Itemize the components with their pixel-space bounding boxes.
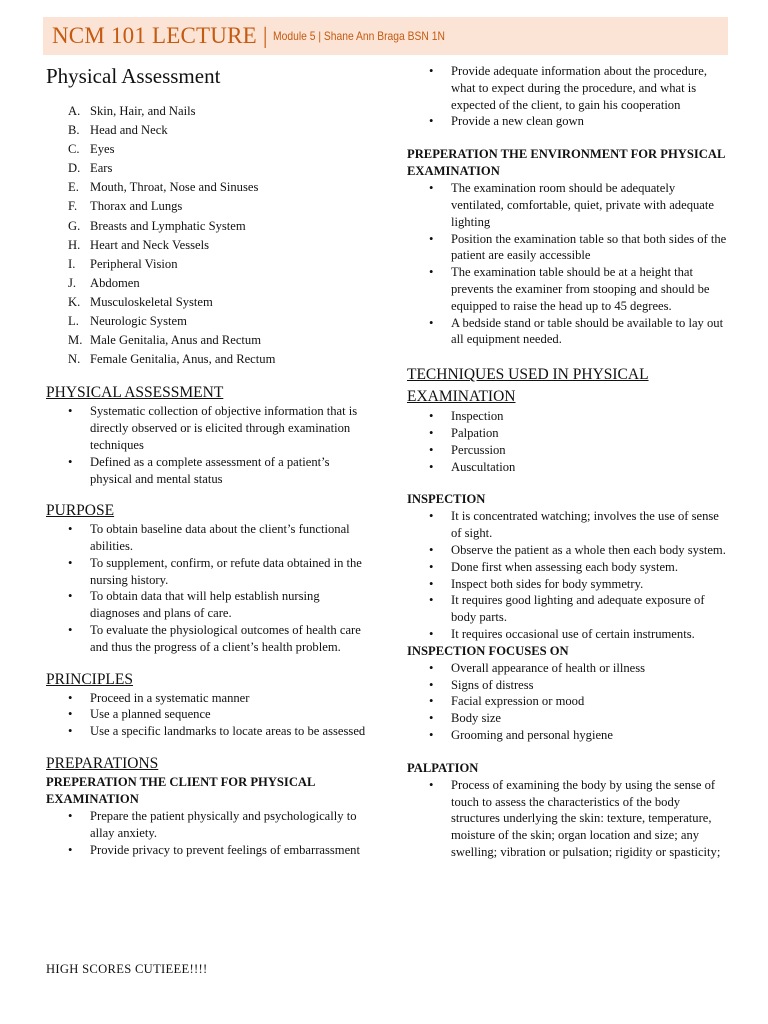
list-item: • Signs of distress <box>407 677 729 694</box>
prep-client-continued-list <box>407 63 729 130</box>
list-item: • It requires occasional use of certain instruments. <box>407 626 729 643</box>
list-item: • Inspect both sides for body symmetry. <box>407 576 729 593</box>
body-system-item <box>68 121 366 140</box>
inspection-list <box>407 508 729 642</box>
body-system-item <box>68 102 366 121</box>
list-item: • Percussion <box>407 442 729 459</box>
list-letter: C. <box>68 142 80 157</box>
list-item: • A bedside stand or table should be available to lay out all equipment needed. <box>407 315 729 349</box>
principles-heading: PRINCIPLES <box>46 670 133 688</box>
list-item: • The examination room should be adequately ventilated, comfortable, quiet, private with adequate lighting <box>407 180 729 230</box>
body-system-label: Peripheral Vision <box>90 256 178 271</box>
list-item: • Use a specific landmarks to locate areas to be assessed <box>46 723 366 740</box>
body-systems-list <box>46 102 366 369</box>
header-separator: | <box>262 23 268 48</box>
page-header <box>43 17 728 55</box>
body-system-label: Eyes <box>90 142 115 157</box>
body-system-item <box>68 217 366 236</box>
inspection-heading: INSPECTION <box>407 492 486 507</box>
body-system-label: Skin, Hair, and Nails <box>90 104 196 118</box>
list-item: • Systematic collection of objective information that is directly observed or is elicited through examination techniques <box>46 403 366 453</box>
body-system-label: Mouth, Throat, Nose and Sinuses <box>90 180 259 195</box>
list-letter: B. <box>68 123 80 138</box>
list-letter: L. <box>68 314 79 329</box>
prep-env-list <box>407 180 729 348</box>
body-system-label: Musculoskeletal System <box>90 294 213 309</box>
inspection-focuses-heading: INSPECTION FOCUSES ON <box>407 643 569 658</box>
list-item: • Provide privacy to prevent feelings of embarrassment <box>46 842 366 859</box>
list-item: • Provide adequate information about the procedure, what to expect during the procedure, and what is expected of the client, to gain his cooperation <box>407 63 729 113</box>
list-letter: N. <box>68 352 81 367</box>
list-item: • Process of examining the body by using the sense of touch to assess the characteristics of the body structures underlying the skin: texture, temperature, moisture of the skin; organ location and size; any swelling; vibration or pulsation; rigidity or spasticity; <box>407 777 729 861</box>
list-item: • To evaluate the physiological outcomes of health care and thus the progress of a client’s health problem. <box>46 622 366 656</box>
list-item: • To obtain data that will help establish nursing diagnoses and plans of care. <box>46 588 366 622</box>
palpation-heading: PALPATION <box>407 760 479 775</box>
list-letter: G. <box>68 218 81 233</box>
list-item: • The examination table should be at a height that prevents the examiner from stooping and should be equipped to raise the head up to 45 degrees. <box>407 264 729 314</box>
footer-note: HIGH SCORES CUTIEEE!!!! <box>46 962 208 976</box>
body-system-label: Heart and Neck Vessels <box>90 237 210 252</box>
list-item: • Body size <box>407 710 729 727</box>
list-letter: F. <box>68 199 78 214</box>
physical-assessment-heading: PHYSICAL ASSESSMENT <box>46 384 224 402</box>
list-item: • To supplement, confirm, or refute data obtained in the nursing history. <box>46 555 366 589</box>
right-column <box>407 63 729 861</box>
body-system-label: Male Genitalia, Anus and Rectum <box>90 333 262 348</box>
inspection-focuses-list <box>407 660 729 744</box>
palpation-list <box>407 777 729 861</box>
body-system-item <box>68 350 366 369</box>
prep-env-heading: PREPERATION THE ENVIRONMENT FOR PHYSICAL EXAMINATION <box>407 147 725 179</box>
body-system-item <box>68 178 366 197</box>
body-system-label: Abdomen <box>90 275 140 290</box>
body-system-item <box>68 274 366 293</box>
list-item: • Done first when assessing each body system. <box>407 559 729 576</box>
body-system-label: Thorax and Lungs <box>90 199 183 214</box>
techniques-heading: TECHNIQUES USED IN PHYSICAL EXAMINATION <box>407 366 649 406</box>
list-letter: H. <box>68 237 81 252</box>
left-column <box>46 62 366 858</box>
preparations-heading: PREPARATIONS <box>46 755 159 773</box>
body-system-item <box>68 312 366 331</box>
list-item: • Auscultation <box>407 459 729 476</box>
list-letter: A. <box>68 104 81 118</box>
document-title: Physical Assessment <box>46 64 221 88</box>
body-system-item <box>68 236 366 255</box>
body-system-item <box>68 140 366 159</box>
body-system-label: Ears <box>90 161 113 176</box>
techniques-list <box>407 408 729 475</box>
body-system-item <box>68 197 366 216</box>
list-item: • Proceed in a systematic manner <box>46 690 366 707</box>
prep-client-heading: PREPERATION THE CLIENT FOR PHYSICAL EXAMINATION <box>46 775 315 807</box>
list-item: • Provide a new clean gown <box>407 113 729 130</box>
list-letter: K. <box>68 294 81 309</box>
purpose-heading: PURPOSE <box>46 502 115 520</box>
list-letter: M. <box>68 333 83 348</box>
list-letter: J. <box>68 275 77 290</box>
course-title: NCM 101 LECTURE <box>52 23 257 48</box>
principles-list <box>46 690 366 740</box>
body-system-item <box>68 255 366 274</box>
list-item: • Palpation <box>407 425 729 442</box>
body-system-item <box>68 331 366 350</box>
list-item: • Facial expression or mood <box>407 693 729 710</box>
list-item: • To obtain baseline data about the client’s functional abilities. <box>46 521 366 555</box>
list-item: • Position the examination table so that both sides of the patient are easily accessible <box>407 231 729 265</box>
prep-client-list <box>46 808 366 858</box>
body-system-item <box>68 159 366 178</box>
header-subtitle: Module 5 | Shane Ann Braga BSN 1N <box>272 29 445 43</box>
list-item: • Inspection <box>407 408 729 425</box>
body-system-item <box>68 293 366 312</box>
body-system-label: Neurologic System <box>90 314 187 329</box>
body-system-label: Female Genitalia, Anus, and Rectum <box>90 352 276 367</box>
list-item: • It is concentrated watching; involves the use of sense of sight. <box>407 508 729 542</box>
purpose-list <box>46 521 366 655</box>
list-letter: I. <box>68 256 76 271</box>
list-item: • Defined as a complete assessment of a patient’s physical and mental status <box>46 454 366 488</box>
list-item: • Overall appearance of health or illness <box>407 660 729 677</box>
body-system-label: Breasts and Lymphatic System <box>90 218 246 233</box>
list-letter: E. <box>68 180 79 195</box>
list-item: • It requires good lighting and adequate exposure of body parts. <box>407 592 729 626</box>
list-item: • Observe the patient as a whole then each body system. <box>407 542 729 559</box>
list-letter: D. <box>68 161 81 176</box>
list-item: • Grooming and personal hygiene <box>407 727 729 744</box>
list-item: • Use a planned sequence <box>46 706 366 723</box>
list-item: • Prepare the patient physically and psychologically to allay anxiety. <box>46 808 366 842</box>
body-system-label: Head and Neck <box>90 123 168 138</box>
physical-assessment-list <box>46 403 366 487</box>
